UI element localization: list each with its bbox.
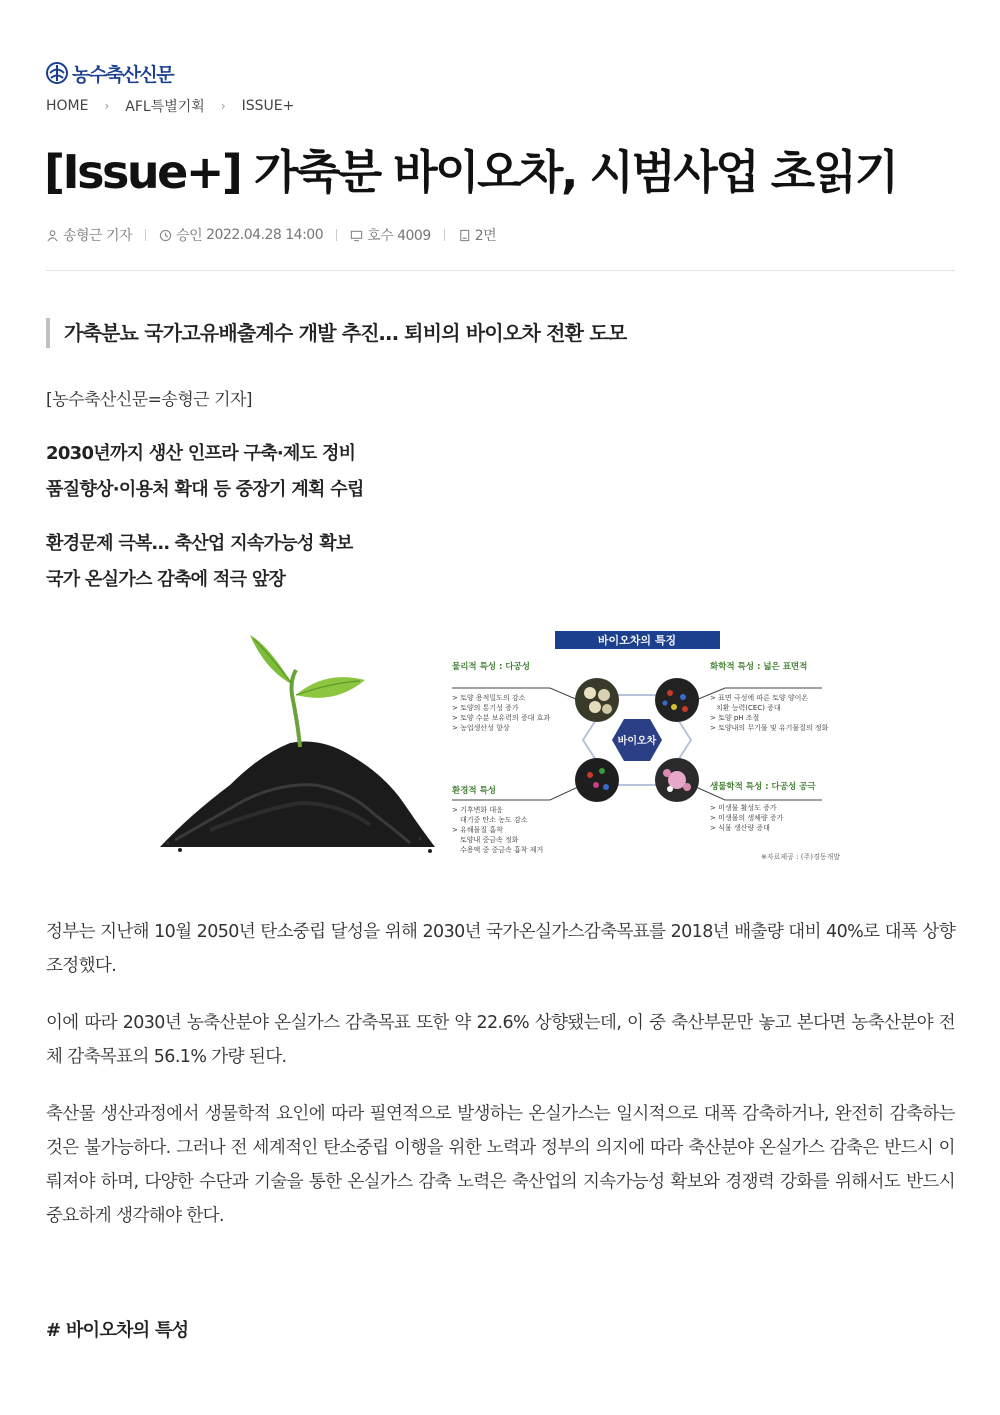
highlight-line: 환경문제 극복… 축산업 지속가능성 확보 xyxy=(46,533,353,554)
particle-circle-environmental xyxy=(575,758,619,802)
article-subtitle: 가축분뇨 국가고유배출계수 개발 추진… 퇴비의 바이오차 전환 도모 xyxy=(46,318,626,348)
article-paragraph: 축산물 생산과정에서 생물학적 요인에 따라 필연적으로 발생하는 온실가스는 일시적으로 대폭 감축하거나, 완전히 감축하는 것은 불가능하다. 그러나 전 세계적인 탄소중립 이행을 위한 노력과 정부의 의지에 따라 축산분야 온실가스 감축은 반드시 이뤄져야 하며, 다양한 수단과 기술을 통한 온실가스 감축 노력은 축산업의 지속가능성 확보와 경쟁력 강화를 위해서도 반드시 중요하게 생각해야 한다. xyxy=(46,1104,955,1226)
meta-divider xyxy=(444,229,445,241)
site-logo[interactable] xyxy=(46,60,173,86)
biological-title: 생물학적 특성 : 다공성 공극 xyxy=(710,782,816,792)
meta-divider xyxy=(336,229,337,241)
soil-pile-illustration xyxy=(160,742,435,854)
highlight-line: 2030년까지 생산 인프라 구축·제도 정비 xyxy=(46,443,356,464)
page-number: 2면 xyxy=(474,228,497,244)
article-paragraph: 정부는 지난해 10월 2050년 탄소중립 달성을 위해 2030년 국가온실가스감축목표를 2018년 배출량 대비 40%로 대폭 상향 조정했다. xyxy=(46,922,955,976)
chemical-title: 화학적 특성 : 넓은 표면적 xyxy=(710,662,808,672)
highlight-line: 국가 온실가스 감축에 적극 앞장 xyxy=(46,569,286,590)
figure-title: 바이오차의 특징 xyxy=(597,634,677,647)
issue-number: 호수 4009 xyxy=(367,228,431,244)
article-byline: [농수축산신문=송형근 기자] xyxy=(46,390,253,410)
physical-item: > 농업생산성 향상 xyxy=(452,724,510,732)
article-meta xyxy=(46,225,496,245)
logo-mark-icon xyxy=(46,62,68,84)
chemical-item: > 표면 극성에 따른 토양 양이온 xyxy=(710,694,809,702)
breadcrumb-section[interactable]: AFL특별기획 xyxy=(125,99,205,115)
chevron-right-icon: › xyxy=(220,99,226,113)
center-label: 바이오차 xyxy=(617,736,657,747)
chevron-right-icon: › xyxy=(104,99,110,113)
figure-source: ※자료제공 : (주)경동개발 xyxy=(761,853,840,861)
environmental-item: > 기후변화 대응 xyxy=(452,806,503,814)
article-title: [Issue+] 가축분 바이오차, 시범사업 초읽기 xyxy=(44,145,897,199)
header-divider xyxy=(46,270,955,271)
highlight-block xyxy=(46,436,364,508)
environmental-item: > 유해물질 흡착 xyxy=(452,826,503,834)
breadcrumb-home[interactable]: HOME xyxy=(46,98,89,114)
environmental-title: 환경적 특성 xyxy=(452,786,497,796)
meta-author xyxy=(46,225,132,245)
approved-datetime: 2022.04.28 14:00 xyxy=(206,227,324,243)
article-paragraph: 이에 따라 2030년 농축산분야 온실가스 감축목표 또한 약 22.6% 상향됐는데, 이 중 축산부문만 놓고 본다면 농축산분야 전체 감축목표의 56.1% 가량 된다. xyxy=(46,1013,955,1067)
logo-text: 농수축산신문 xyxy=(72,63,174,86)
physical-item: > 토양의 통기성 증가 xyxy=(452,704,519,712)
meta-divider xyxy=(145,229,146,241)
user-icon xyxy=(46,229,59,242)
particle-circle-physical xyxy=(575,678,619,722)
page-icon xyxy=(458,229,471,242)
environmental-item: 대기중 탄소 농도 감소 xyxy=(460,816,528,824)
biological-item: > 미생물 활성도 증가 xyxy=(710,804,777,812)
chemical-item: > 토양 pH 조절 xyxy=(710,714,760,722)
clock-icon xyxy=(159,229,172,242)
approved-label: 승인 xyxy=(176,228,203,244)
meta-page xyxy=(458,225,496,245)
monitor-icon xyxy=(350,229,363,242)
meta-approved xyxy=(159,225,323,245)
breadcrumb-category[interactable]: ISSUE+ xyxy=(241,98,295,114)
physical-title: 물리적 특성 : 다공성 xyxy=(452,662,530,672)
chemical-item: > 토양내의 무기물 및 유기물질의 정화 xyxy=(710,724,829,732)
section-heading: # 바이오차의 특성 xyxy=(46,1320,189,1341)
chemical-item: 치환 능력(CEC) 증대 xyxy=(716,704,781,712)
sprout-illustration xyxy=(250,635,365,747)
breadcrumb xyxy=(46,96,294,116)
environmental-item: 토양내 중금속 정화 xyxy=(460,836,519,844)
biological-item: > 미생물의 생체량 증가 xyxy=(710,814,784,822)
meta-issue xyxy=(350,225,431,245)
author-name: 송형근 기자 xyxy=(63,228,133,244)
biological-item: > 식물 생산량 증대 xyxy=(710,824,770,832)
article-figure xyxy=(150,625,850,875)
physical-item: > 토양 용적밀도의 감소 xyxy=(452,694,526,702)
highlight-block xyxy=(46,526,353,598)
particle-circle-biological xyxy=(655,758,699,802)
particle-circle-chemical xyxy=(655,678,699,722)
highlight-line: 품질향상·이용처 확대 등 중장기 계획 수립 xyxy=(46,479,364,500)
environmental-item: 수용액 중 중금속 흡착 제거 xyxy=(460,846,544,854)
physical-item: > 토양 수분 보유력의 증대 효과 xyxy=(452,714,551,722)
